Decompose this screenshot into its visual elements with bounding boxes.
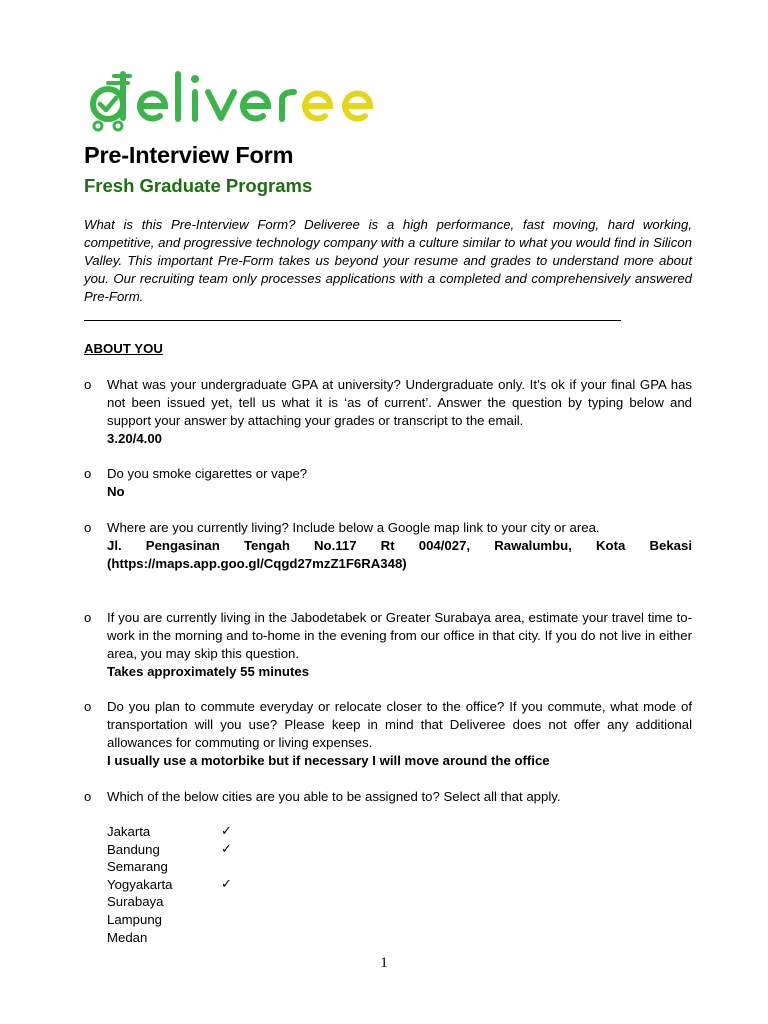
check-mark-icon: ✓ [221,841,232,857]
check-mark-icon: ✓ [221,824,232,839]
horizontal-rule [84,320,621,321]
bullet: o [84,520,92,535]
list-item [107,841,307,859]
question-text: Do you smoke cigarettes or vape? [107,466,308,481]
question-text: Which of the below cities are you able to be assigned to? Select all that apply. [107,789,561,804]
list-item [107,858,307,876]
question-travel-time [84,609,692,681]
check-mark-icon [221,893,241,911]
answer-text: Takes approximately 55 minutes [107,664,310,679]
city-name: Medan [107,929,148,945]
deliveree-logo [84,66,388,134]
list-item [107,911,307,929]
list-item [107,929,307,947]
page-title: Pre-Interview Form [84,142,294,168]
question-commute [84,698,692,770]
answer-text: No [107,484,125,499]
answer-text: I usually use a motorbike but if necessary I will move around the office [107,753,550,768]
answer-text: 3.20/4.00 [107,431,162,446]
bullet: o [84,699,92,714]
question-text: What was your undergraduate GPA at university? Undergraduate only. It’s ok if your final GPA has not been issued yet, tell us what it is ‘as of current’. Answer the question by typing below and support your answer by attaching your grades or transcript to the email. [107,377,692,428]
bullet: o [84,466,92,481]
list-item [107,876,307,894]
city-name: Semarang [107,859,168,875]
city-list [107,823,307,946]
check-mark-icon: ✓ [221,876,232,892]
logo-wordmark [84,66,388,134]
check-mark-icon [221,911,241,929]
city-name: Lampung [107,911,162,927]
city-name: Jakarta [107,824,151,839]
question-gpa [84,376,692,448]
bullet: o [84,377,92,392]
city-name: Bandung [107,841,160,857]
bullet: o [84,610,92,625]
check-mark-icon [221,929,241,947]
page-number: 1 [380,955,388,971]
question-text: If you are currently living in the Jabodetabek or Greater Surabaya area, estimate your travel time to-work in the morning and to-home in the evening from our office in that city. If you do not live in either area, you may skip this question. [107,610,692,661]
question-current-location [84,519,692,573]
question-text: Do you plan to commute everyday or relocate closer to the office? If you commute, what mode of transportation will you use? Please keep in mind that Deliveree does not offer any additional allowances for commuting or living expenses. [107,699,692,750]
list-item [107,823,307,841]
section-heading-about-you: ABOUT YOU [84,341,163,356]
answer-text: Jl. Pengasinan Tengah No.117 Rt 004/027, Rawalumbu, Kota Bekasi (https://maps.app.goo.gl/Cqgd27mzZ1F6RA348) [107,538,692,571]
question-smoking [84,465,692,501]
list-item [107,893,307,911]
city-name: Surabaya [107,894,164,910]
question-text: Where are you currently living? Include below a Google map link to your city or area. [107,520,600,535]
question-cities [84,788,692,806]
page-subtitle: Fresh Graduate Programs [84,175,313,196]
bullet: o [84,789,92,804]
check-mark-icon [221,858,241,876]
city-name: Yogyakarta [107,876,173,892]
intro-paragraph: What is this Pre-Interview Form? Deliveree is a high performance, fast moving, hard working, competitive, and progressive technology company with a culture similar to what you would find in Silicon Valley. This important Pre-Form takes us beyond your resume and grades to understand more about you. Our recruiting team only processes applications with a completed and comprehensively answered Pre-Form. [84,217,692,304]
